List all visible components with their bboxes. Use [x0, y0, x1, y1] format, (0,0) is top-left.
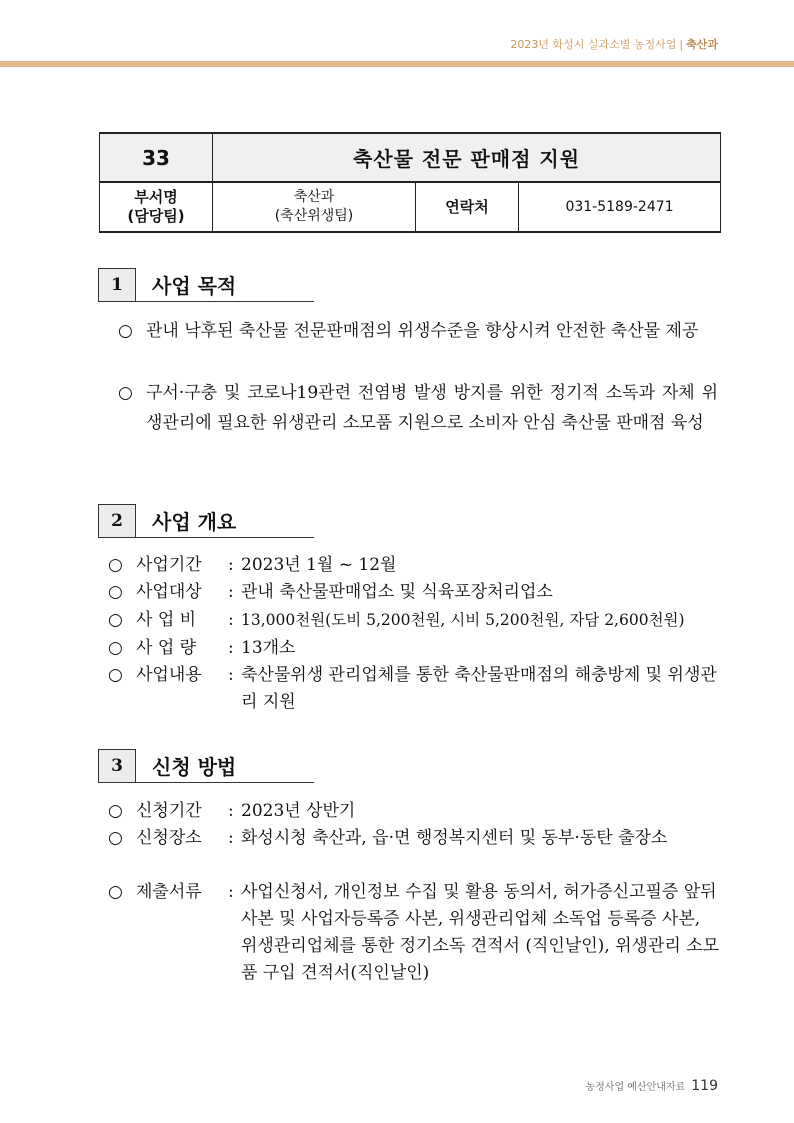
- running-header: [510, 36, 718, 52]
- bullet-circle: ○: [108, 555, 123, 575]
- overview-key: 사업기간: [136, 555, 202, 575]
- purpose-item: [118, 316, 718, 346]
- page-number: 119: [691, 1078, 718, 1094]
- overview-key: 사업대상: [136, 582, 202, 602]
- section-number: 1: [98, 268, 136, 302]
- bullet-circle: ○: [108, 882, 123, 902]
- section-title: 사업 개요: [152, 510, 237, 534]
- project-title: 축산물 전문 판매점 지원: [213, 133, 721, 182]
- dept-value-line2: (축산위생팀): [274, 208, 354, 224]
- application-value: 화성시청 축산과, 읍·면 행정복지센터 및 동부·동탄 출장소: [241, 828, 668, 848]
- overview-item: [108, 662, 720, 716]
- page-footer: [585, 1075, 718, 1094]
- bullet-circle: ○: [108, 582, 123, 602]
- application-key: 신청장소: [136, 828, 202, 848]
- purpose-item: [118, 378, 718, 438]
- bullet-circle: ○: [108, 610, 123, 630]
- colon: :: [228, 582, 234, 602]
- application-item: [108, 798, 720, 825]
- header-separator: |: [679, 38, 684, 51]
- section-number: 2: [98, 504, 136, 538]
- section-number: 3: [98, 749, 136, 783]
- project-info-table: [99, 132, 721, 233]
- colon: :: [228, 610, 234, 630]
- application-value: 2023년 상반기: [241, 801, 356, 821]
- application-key: 제출서류: [136, 882, 202, 902]
- overview-key: 사 업 비: [136, 610, 197, 630]
- footer-text: 농정사업 예산안내자료: [585, 1082, 686, 1093]
- section-underline: [134, 537, 314, 538]
- contact-label: 연락처: [416, 182, 519, 232]
- bullet-circle: ○: [108, 665, 123, 685]
- overview-item: [108, 579, 720, 606]
- bullet-circle: ○: [118, 321, 133, 341]
- dept-label-line2: (담당팀): [127, 207, 185, 225]
- section-underline: [134, 301, 314, 302]
- running-title: 2023년 화성시 실과소별 농정사업: [510, 38, 677, 51]
- project-number: 33: [100, 133, 213, 182]
- overview-item: [108, 607, 720, 634]
- section-underline: [134, 782, 314, 783]
- colon: :: [228, 828, 234, 848]
- header-accent-bar: [0, 61, 794, 67]
- overview-value: 축산물위생 관리업체를 통한 축산물판매점의 해충방제 및 위생관리 지원: [241, 665, 717, 712]
- overview-value: 2023년 1월 ~ 12월: [241, 555, 397, 575]
- dept-label: [100, 182, 213, 232]
- overview-value: 관내 축산물판매업소 및 식육포장처리업소: [241, 582, 553, 602]
- colon: :: [228, 882, 234, 902]
- overview-value: 13개소: [241, 638, 296, 658]
- section-title: 사업 목적: [152, 274, 237, 298]
- colon: :: [228, 665, 234, 685]
- section-title: 신청 방법: [152, 755, 237, 779]
- overview-key: 사업내용: [136, 665, 202, 685]
- dept-value: [213, 182, 416, 232]
- overview-value: 13,000천원(도비 5,200천원, 시비 5,200천원, 자담 2,600천원): [241, 611, 685, 629]
- bullet-circle: ○: [108, 801, 123, 821]
- overview-item: [108, 552, 720, 579]
- contact-value: 031-5189-2471: [519, 182, 721, 232]
- colon: :: [228, 638, 234, 658]
- dept-label-line1: 부서명: [134, 188, 178, 206]
- header-department: 축산과: [686, 38, 718, 51]
- purpose-text: 구서·구충 및 코로나19관련 전염병 발생 방지를 위한 정기적 소독과 자체 위생관리에 필요한 위생관리 소모품 지원으로 소비자 안심 축산물 판매점 육성: [146, 383, 718, 433]
- bullet-circle: ○: [108, 828, 123, 848]
- application-item: [108, 825, 720, 852]
- application-value: 사업신청서, 개인정보 수집 및 활용 동의서, 허가증신고필증 앞뒤 사본 및 사업자등록증 사본, 위생관리업체 소독업 등록증 사본, 위생관리업체를 통한 정기소독 견적서 (직인날인), 위생관리 소모품 구입 견적서(직인날인): [241, 882, 720, 983]
- bullet-circle: ○: [108, 638, 123, 658]
- application-item: [108, 879, 720, 987]
- overview-key: 사 업 량: [136, 638, 197, 658]
- colon: :: [228, 555, 234, 575]
- colon: :: [228, 801, 234, 821]
- bullet-circle: ○: [118, 383, 133, 403]
- application-key: 신청기간: [136, 801, 202, 821]
- overview-item: [108, 635, 720, 662]
- purpose-text: 관내 낙후된 축산물 전문판매점의 위생수준을 향상시켜 안전한 축산물 제공: [146, 321, 699, 341]
- dept-value-line1: 축산과: [293, 189, 335, 205]
